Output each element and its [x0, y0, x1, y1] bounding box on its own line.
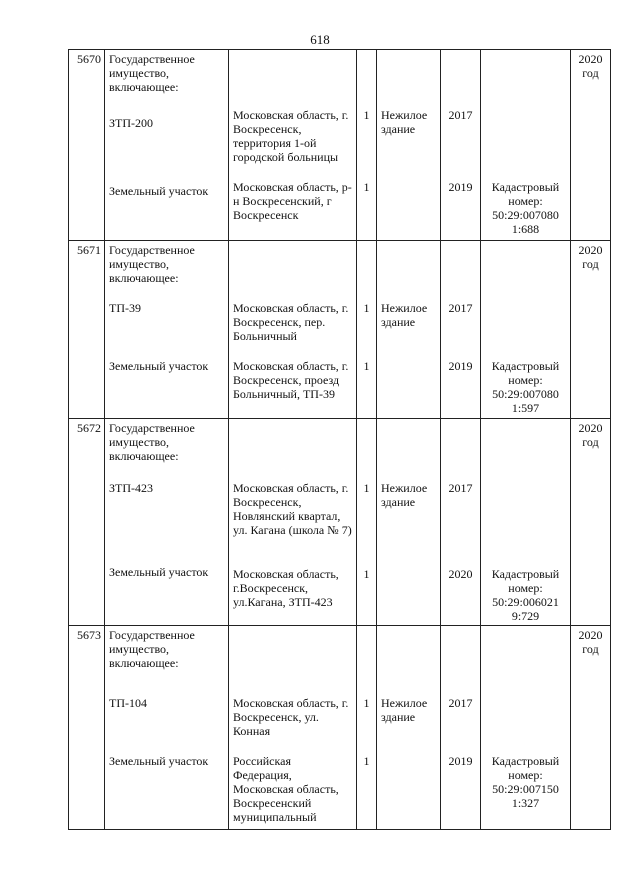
entry-quantity: [357, 50, 377, 241]
item-cadastral: Кадастровый номер: 50:29:007080 1:688: [491, 180, 560, 236]
entry-header: Государственное имущество, включающее:: [109, 52, 195, 94]
entry-quantity: [357, 241, 377, 419]
item-year: 2019: [448, 180, 473, 194]
item-quantity: 1: [363, 180, 370, 194]
item-cadastral: Кадастровый номер: 50:29:006021 9:729: [491, 567, 560, 623]
item-address: Московская область, г. Воскресенск, пер. Больничный: [233, 301, 349, 343]
entry-cadastral: [481, 419, 571, 626]
item-year: 2017: [448, 696, 473, 710]
item-quantity: 1: [363, 108, 370, 122]
entry-number: 5672: [69, 419, 105, 626]
table-row: [69, 419, 611, 626]
entry-cadastral: [481, 241, 571, 419]
entry-year: [441, 626, 481, 830]
entry-quantity: [357, 626, 377, 830]
table-row: [69, 626, 611, 830]
entry-header: Государственное имущество, включающее:: [109, 628, 195, 670]
entry-quantity: [357, 419, 377, 626]
entry-year: [441, 241, 481, 419]
entry-header: Государственное имущество, включающее:: [109, 421, 195, 463]
item-name: ТП-39: [109, 301, 141, 315]
page-number: 618: [310, 32, 330, 47]
item-year: 2017: [448, 108, 473, 122]
item-address: Московская область, г.Воскресенск, ул.Кагана, ЗТП-423: [233, 567, 339, 609]
table-row: [69, 50, 611, 241]
entry-type: [377, 419, 441, 626]
entry-address: [229, 419, 357, 626]
entry-cadastral: [481, 50, 571, 241]
item-year: 2019: [448, 754, 473, 768]
entry-address: [229, 241, 357, 419]
item-quantity: 1: [363, 696, 370, 710]
entry-registered-year: 2020 год: [571, 419, 611, 626]
entry-registered-year: 2020 год: [571, 241, 611, 419]
item-type: Нежилое здание: [381, 108, 428, 136]
item-year: 2017: [448, 301, 473, 315]
item-year: 2017: [448, 481, 473, 495]
item-address: Московская область, г. Воскресенск, проезд Больничный, ТП-39: [233, 359, 349, 401]
item-quantity: 1: [363, 481, 370, 495]
entry-description: [105, 50, 229, 241]
item-year: 2019: [448, 359, 473, 373]
item-cadastral: Кадастровый номер: 50:29:007080 1:597: [491, 359, 560, 415]
item-address: Московская область, г. Воскресенск, ул. Конная: [233, 696, 349, 738]
item-year: 2020: [448, 567, 473, 581]
item-quantity: 1: [363, 301, 370, 315]
entry-type: [377, 50, 441, 241]
entry-registered-year: 2020 год: [571, 626, 611, 830]
item-address: Московская область, р-н Воскресенский, г Воскресенск: [233, 180, 352, 222]
item-cadastral: Кадастровый номер: 50:29:007150 1:327: [491, 754, 560, 810]
item-name: ТП-104: [109, 696, 147, 710]
item-name: Земельный участок: [109, 184, 209, 198]
entry-header: Государственное имущество, включающее:: [109, 243, 195, 285]
table-row: [69, 241, 611, 419]
entry-type: [377, 626, 441, 830]
item-type: Нежилое здание: [381, 696, 428, 724]
entry-registered-year: 2020 год: [571, 50, 611, 241]
item-quantity: 1: [363, 754, 370, 768]
property-register-table: [68, 49, 611, 830]
item-address: Российская Федерация, Московская область, Воскресенский муниципальный: [233, 754, 339, 824]
item-name: Земельный участок: [109, 565, 209, 579]
item-type: Нежилое здание: [381, 301, 428, 329]
entry-number: 5673: [69, 626, 105, 830]
entry-year: [441, 419, 481, 626]
entry-description: [105, 419, 229, 626]
entry-number: 5670: [69, 50, 105, 241]
item-quantity: 1: [363, 359, 370, 373]
item-address: Московская область, г. Воскресенск, территория 1-ой городской больницы: [233, 108, 349, 164]
entry-type: [377, 241, 441, 419]
entry-address: [229, 50, 357, 241]
item-name: Земельный участок: [109, 359, 209, 373]
item-name: Земельный участок: [109, 754, 209, 768]
item-quantity: 1: [363, 567, 370, 581]
entry-address: [229, 626, 357, 830]
entry-cadastral: [481, 626, 571, 830]
entry-year: [441, 50, 481, 241]
item-name: ЗТП-423: [109, 481, 154, 495]
item-address: Московская область, г. Воскресенск, Новлянский квартал, ул. Кагана (школа № 7): [233, 481, 352, 537]
entry-description: [105, 626, 229, 830]
entry-number: 5671: [69, 241, 105, 419]
item-name: ЗТП-200: [109, 116, 154, 130]
entry-description: [105, 241, 229, 419]
item-type: Нежилое здание: [381, 481, 428, 509]
